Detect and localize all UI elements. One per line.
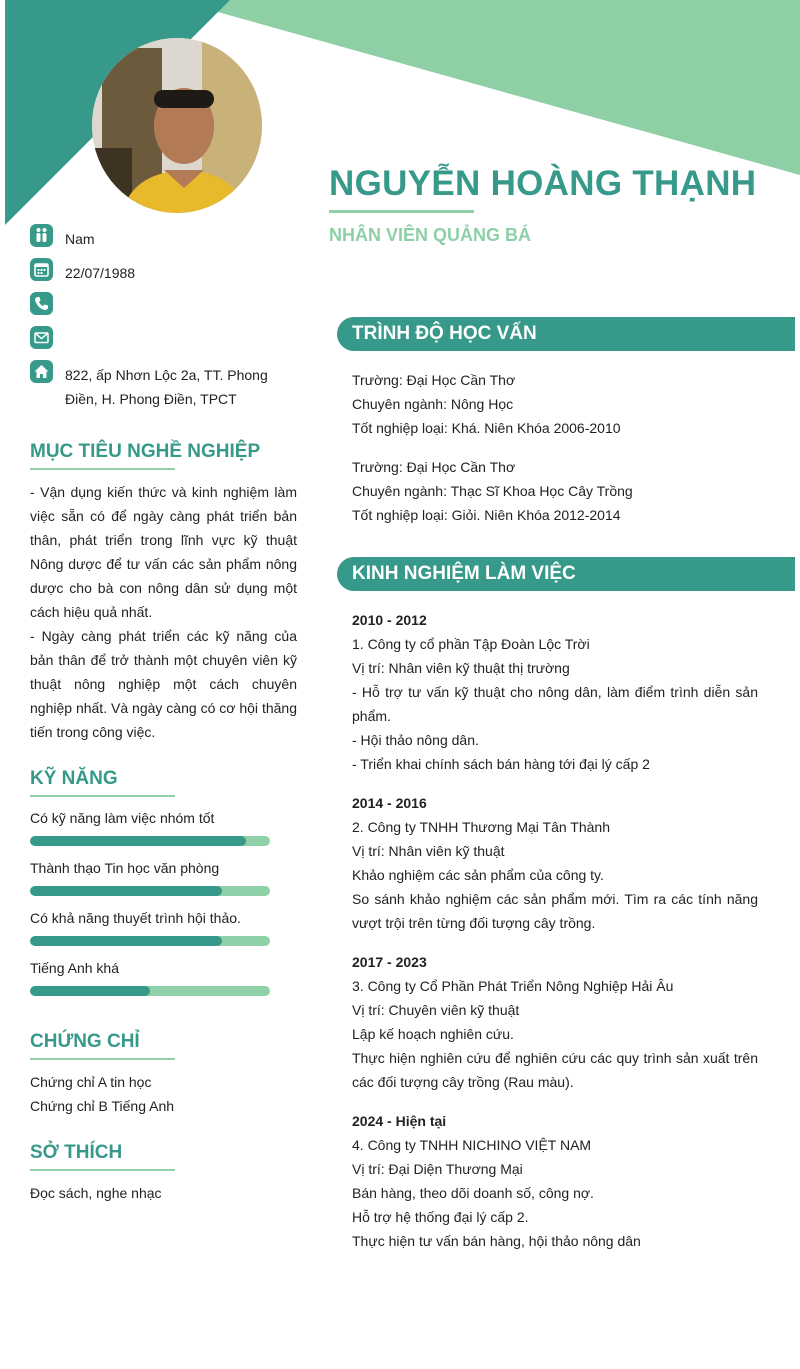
experience-company: 1. Công ty cổ phần Tập Đoàn Lộc Trời <box>352 636 590 652</box>
education-major: Chuyên ngành: Thạc Sĩ Khoa Học Cây Trồng <box>352 483 633 499</box>
objective-divider <box>30 468 175 470</box>
experience-duty: Thực hiện tư vấn bán hàng, hội thảo nông dân <box>352 1233 641 1249</box>
birthday-text: 22/07/1988 <box>65 265 136 281</box>
experience-period: 2017 - 2023 <box>352 954 427 970</box>
skill-bar <box>30 836 270 846</box>
skill-bar <box>30 936 270 946</box>
gender-icon <box>30 224 53 247</box>
certificates-heading: CHỨNG CHỈ <box>30 1031 140 1052</box>
experience-period: 2010 - 2012 <box>352 612 427 628</box>
education-degree: Tốt nghiệp loại: Khá. Niên Khóa 2006-2010 <box>352 420 621 436</box>
experience-period: 2024 - Hiện tại <box>352 1113 447 1129</box>
education-heading: TRÌNH ĐỘ HỌC VẤN <box>337 317 795 351</box>
experience-company: 2. Công ty TNHH Thương Mại Tân Thành <box>352 819 610 835</box>
education-major: Chuyên ngành: Nông Học <box>352 396 514 412</box>
skill-label: Có kỹ năng làm việc nhóm tốt <box>30 810 215 826</box>
experience-company: 4. Công ty TNHH NICHINO VIỆT NAM <box>352 1137 592 1153</box>
experience-entry <box>352 1109 758 1253</box>
skill-bar <box>30 886 270 896</box>
objective-text: - Vận dụng kiến thức và kinh nghiệm làm việc sẵn có để ngày càng phát triển bản thân, phát triển trong lĩnh vực kỹ thuật Nông dược để tư vấn các sản phẩm nông dược cho bà con nông dân sử dụng một cách hiệu quả nhất. <box>30 484 297 620</box>
experience-duty: Hỗ trợ hệ thống đại lý cấp 2. <box>352 1209 529 1225</box>
skill-bar-fill <box>30 986 150 996</box>
calendar-icon <box>30 258 53 281</box>
hobbies-divider <box>30 1169 175 1171</box>
experience-duty: Bán hàng, theo dõi doanh số, công nợ. <box>352 1185 594 1201</box>
address-text: 822, ấp Nhơn Lộc 2a, TT. Phong Điền, H. Phong Điền, TPCT <box>65 367 268 407</box>
full-name: NGUYỄN HOÀNG THẠNH <box>329 164 757 203</box>
objective-heading: MỤC TIÊU NGHỀ NGHIỆP <box>30 441 261 462</box>
experience-position: Vị trí: Chuyên viên kỹ thuật <box>352 1002 520 1018</box>
home-icon <box>30 360 53 383</box>
skill-bar-fill <box>30 936 222 946</box>
experience-duty: Lập kế hoạch nghiên cứu. <box>352 1026 514 1042</box>
education-entry <box>352 455 758 527</box>
email-icon <box>30 326 53 349</box>
skill-bar-fill <box>30 836 246 846</box>
education-school: Trường: Đại Học Cần Thơ <box>352 372 516 388</box>
experience-duty: Thực hiện nghiên cứu để nghiên cứu các quy trình sản xuất trên các đối tượng cây trồng (Rau màu). <box>352 1050 758 1090</box>
name-divider <box>329 210 474 213</box>
experience-entry <box>352 791 758 935</box>
experience-duty: - Hỗ trợ tư vấn kỹ thuật cho nông dân, làm điểm trình diễn sản phẩm. <box>352 684 758 724</box>
skill-bar-fill <box>30 886 222 896</box>
certificates-divider <box>30 1058 175 1060</box>
objective-text-2: - Ngày càng phát triển các kỹ năng của bản thân để trở thành một chuyên viên kỹ thuật nông nghiệp một cách chuyên nghiệp nhất. Và ngày càng có cơ hội thăng tiến trong công việc. <box>30 628 297 740</box>
experience-entry <box>352 608 758 776</box>
phone-icon <box>30 292 53 315</box>
experience-period: 2014 - 2016 <box>352 795 427 811</box>
education-entry <box>352 368 758 440</box>
profile-photo <box>92 38 262 213</box>
skills-heading: KỸ NĂNG <box>30 768 118 789</box>
skill-label: Có khả năng thuyết trình hội thảo. <box>30 910 241 926</box>
skill-bar <box>30 986 270 996</box>
certificate-item: Chứng chỉ B Tiếng Anh <box>30 1098 175 1114</box>
skill-label: Thành thạo Tin học văn phòng <box>30 860 220 876</box>
experience-duty: - Hội thảo nông dân. <box>352 732 479 748</box>
hobbies-text: Đọc sách, nghe nhạc <box>30 1185 162 1201</box>
skills-divider <box>30 795 175 797</box>
certificate-item: Chứng chỉ A tin học <box>30 1074 152 1090</box>
experience-entry <box>352 950 758 1094</box>
experience-position: Vị trí: Đại Diện Thương Mại <box>352 1161 523 1177</box>
experience-duty: So sánh khảo nghiệm các sản phẩm mới. Tìm ra các tính năng vượt trội trên từng đối tượng cây trồng. <box>352 891 758 931</box>
experience-duty: - Triển khai chính sách bán hàng tới đại lý cấp 2 <box>352 756 650 772</box>
skill-label: Tiếng Anh khá <box>30 960 119 976</box>
experience-duty: Khảo nghiệm các sản phẩm của công ty. <box>352 867 604 883</box>
experience-heading: KINH NGHIỆM LÀM VIỆC <box>337 557 795 591</box>
experience-company: 3. Công ty Cổ Phần Phát Triển Nông Nghiệp Hải Âu <box>352 978 674 994</box>
job-title: NHÂN VIÊN QUẢNG BÁ <box>329 225 532 245</box>
education-school: Trường: Đại Học Cần Thơ <box>352 459 516 475</box>
gender-text: Nam <box>65 231 95 247</box>
experience-position: Vị trí: Nhân viên kỹ thuật thị trường <box>352 660 570 676</box>
experience-position: Vị trí: Nhân viên kỹ thuật <box>352 843 505 859</box>
hobbies-heading: SỞ THÍCH <box>30 1142 123 1163</box>
education-degree: Tốt nghiệp loại: Giỏi. Niên Khóa 2012-2014 <box>352 507 621 523</box>
